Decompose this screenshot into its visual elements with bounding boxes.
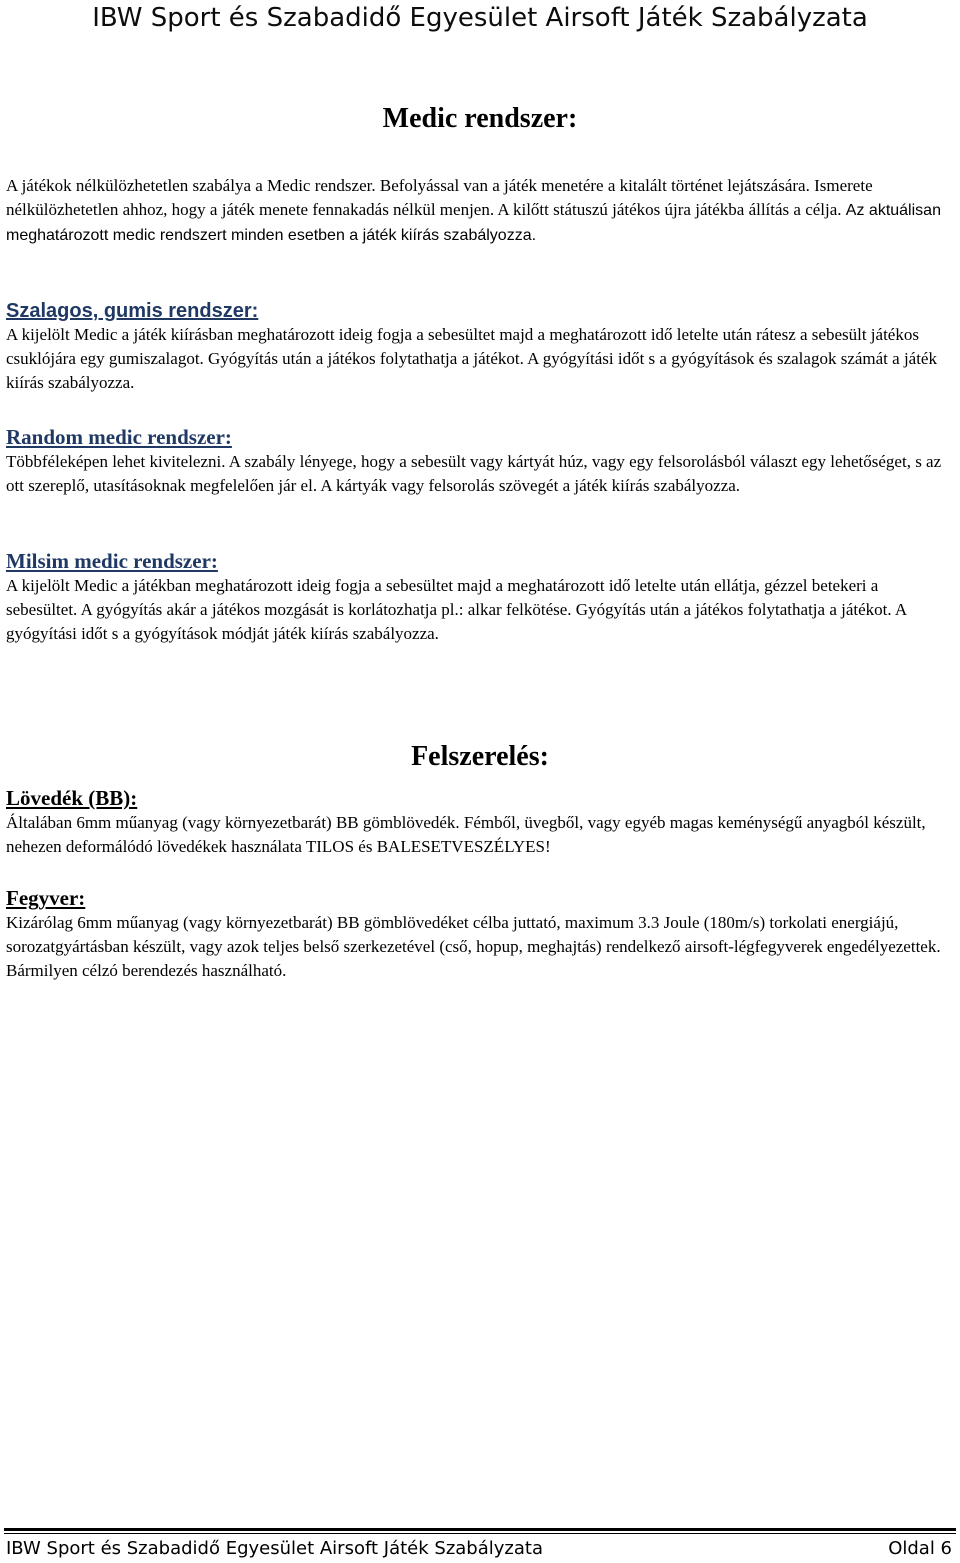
medic-intro bbox=[6, 174, 948, 248]
medic-intro-serif: A játékok nélkülözhetetlen szabálya a Medic rendszer. Befolyással van a játék menetére a kitalált történet lejátszására. Ismerete nélkülözhetetlen ahhoz, hogy a játék menete fennakadás nélkül menjen. A kilőtt státuszú játékos újra játékba állítás a célja. bbox=[6, 176, 873, 219]
equipment-title: Felszerelés: bbox=[411, 740, 549, 772]
medic-title: Medic rendszer: bbox=[382, 102, 578, 134]
weapon-body: Kizárólag 6mm műanyag (vagy környezetbarát) BB gömblövedéket célba juttató, maximum 3.3 Joule (180m/s) torkolati energiájú, sorozatgyártásban készült, vagy azok teljes belső szerkezetével (cső, hopup, meghajtás) rendelkező airsoft-légfegyverek engedélyezettek. Bármilyen célzó berendezés használható. bbox=[6, 913, 941, 980]
page-header: IBW Sport és Szabadidő Egyesület Airsoft Játék Szabályzata bbox=[92, 3, 868, 33]
bb-body: Általában 6mm műanyag (vagy környezetbarát) BB gömblövedék. Fémből, üvegből, vagy egyéb magas keménységű anyagból készült, nehezen deformálódó lövedékek használata TILOS és BALESETVESZÉLYES! bbox=[6, 813, 926, 856]
bb-heading: Lövedék (BB): bbox=[6, 786, 138, 810]
milsim-heading: Milsim medic rendszer: bbox=[6, 549, 218, 573]
weapon-heading: Fegyver: bbox=[6, 886, 86, 910]
szalagos-heading: Szalagos, gumis rendszer: bbox=[6, 300, 259, 322]
random-body: Többféleképen lehet kivitelezni. A szabály lényege, hogy a sebesült vagy kártyát húz, vagy egy felsorolásból választ egy lehetőséget, s az ott szereplő, utasításoknak megfelelően jár el. A kártyák vagy felsorolás szövegét a játék kiírás szabályozza. bbox=[6, 452, 942, 495]
footer-divider bbox=[4, 1528, 956, 1533]
random-heading: Random medic rendszer: bbox=[6, 425, 232, 449]
milsim-body: A kijelölt Medic a játékban meghatározott ideig fogja a sebesültet majd a meghatározott idő letelte után ellátja, gézzel betekeri a sebesültet. A gyógyítás akár a játékos mozgását is korlátozhatja pl.: alkar felkötése. Gyógyítás után a játékos folytathatja a játékot. A gyógyítási időt s a gyógyítások módját játék kiírás szabályozza. bbox=[6, 576, 907, 643]
szalagos-body: A kijelölt Medic a játék kiírásban meghatározott ideig fogja a sebesültet majd a meghatározott idő letelte után rátesz a sebesült játékos csuklójára egy gumiszalagot. Gyógyítás után a játékos folytathatja a játékot. A gyógyítási időt s a gyógyítások és szalagok számát a játék kiírás szabályozza. bbox=[6, 325, 937, 392]
medic-intro-sans: Az aktuálisan meghatározott medic rendszert minden esetben a játék kiírás szabályozza. bbox=[6, 202, 941, 244]
page-number: Oldal 6 bbox=[888, 1538, 952, 1559]
footer-title: IBW Sport és Szabadidő Egyesület Airsoft Játék Szabályzata bbox=[6, 1538, 543, 1559]
